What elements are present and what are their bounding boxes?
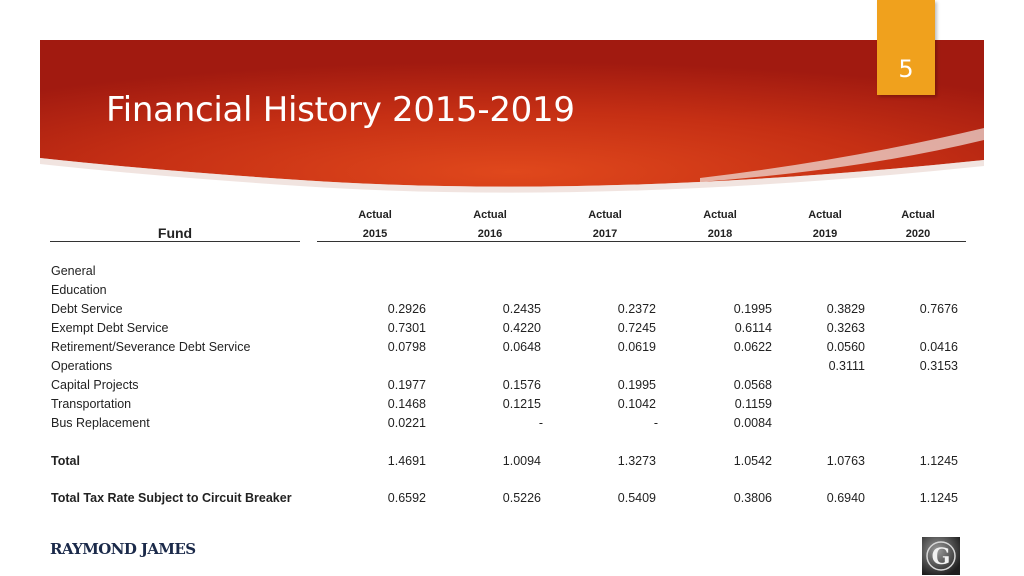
table-row-value: 0.3829 (826, 302, 865, 316)
table-row-value: 0.1995 (617, 378, 656, 392)
total-row-value: 1.4691 (387, 454, 426, 468)
table-row-label: Exempt Debt Service (51, 321, 169, 335)
table-row-value: 0.3153 (919, 359, 958, 373)
column-header-year: 2016 (477, 228, 503, 240)
column-header-year: 2018 (707, 228, 733, 240)
column-header-actual: Actual (808, 209, 842, 221)
total-row-value: 1.1245 (919, 454, 958, 468)
column-header-actual: Actual (473, 209, 507, 221)
table-row-label: Operations (51, 359, 113, 373)
column-header-actual: Actual (703, 209, 737, 221)
circuit-breaker-row-value: 0.6592 (387, 491, 426, 505)
table-row-value: 0.0619 (617, 340, 656, 354)
table-row-value: 0.6114 (734, 321, 772, 335)
table-row-value: 0.1468 (387, 397, 426, 411)
table-row-value: 0.0560 (826, 340, 865, 354)
column-header-actual: Actual (588, 209, 622, 221)
table-row-value: 0.7301 (387, 321, 426, 335)
year-header-rule (317, 241, 966, 242)
table-row-value: 0.2372 (617, 302, 656, 316)
table-row-value: 0.1159 (734, 397, 772, 411)
circuit-breaker-row-value: 0.6940 (826, 491, 865, 505)
total-row-value: 1.0094 (502, 454, 541, 468)
table-row-label: Bus Replacement (51, 416, 150, 430)
total-row-label: Total (51, 454, 80, 468)
circuit-breaker-row-value: 0.3806 (733, 491, 772, 505)
column-header-year: 2017 (592, 228, 618, 240)
table-row-label: Transportation (51, 397, 132, 411)
total-row-value: 1.0542 (733, 454, 772, 468)
column-header-actual: Actual (901, 209, 935, 221)
table-row-value: 0.0568 (733, 378, 772, 392)
circuit-breaker-row-value: 0.5409 (617, 491, 656, 505)
g-logo-icon (922, 537, 960, 575)
table-row-label: Debt Service (51, 302, 123, 316)
table-row-value: - (538, 416, 544, 430)
column-header-year: 2015 (362, 228, 388, 240)
table-row-value: 0.4220 (502, 321, 541, 335)
table-row-value: 0.1576 (502, 378, 541, 392)
table-row-value: 0.0416 (919, 340, 958, 354)
table-row-value: 0.3263 (826, 321, 865, 335)
column-header-actual: Actual (358, 209, 392, 221)
table-row-value: 0.0648 (502, 340, 541, 354)
table-row-value: 0.1995 (733, 302, 772, 316)
total-row-value: 1.0763 (826, 454, 865, 468)
column-header-year: 2020 (905, 228, 931, 240)
circuit-breaker-row-value: 0.5226 (502, 491, 541, 505)
table-row-value: 0.0084 (733, 416, 772, 430)
table-row-value: 0.7676 (919, 302, 958, 316)
page-number: 5 (898, 55, 914, 83)
table-row-value: - (653, 416, 659, 430)
circuit-breaker-row-value: 1.1245 (919, 491, 958, 505)
table-row-value: 0.3111 (828, 359, 865, 373)
table-row-value: 0.2435 (502, 302, 541, 316)
table-row-value: 0.1215 (502, 397, 541, 411)
total-row-value: 1.3273 (617, 454, 656, 468)
fund-header-rule (50, 241, 300, 242)
g-logo-letter: G (931, 544, 951, 570)
table-row-value: 0.1042 (617, 397, 656, 411)
table-row-value: 0.1977 (387, 378, 426, 392)
table-row-label: Capital Projects (51, 378, 139, 392)
table-row-label: Education (51, 283, 107, 297)
table-row-label: General (51, 264, 96, 278)
fund-column-header: Fund (157, 225, 193, 241)
raymond-james-logo: RAYMOND JAMES (50, 540, 196, 558)
page-number-tag (877, 0, 935, 95)
circuit-breaker-row-label: Total Tax Rate Subject to Circuit Breaker (51, 491, 292, 505)
table-row-value: 0.2926 (387, 302, 426, 316)
column-header-year: 2019 (812, 228, 838, 240)
table-row-value: 0.0798 (387, 340, 426, 354)
table-row-value: 0.0221 (387, 416, 426, 430)
slide-title: Financial History 2015-2019 (106, 90, 575, 130)
table-row-value: 0.0622 (733, 340, 772, 354)
table-row-value: 0.7245 (617, 321, 656, 335)
table-row-label: Retirement/Severance Debt Service (51, 340, 251, 354)
